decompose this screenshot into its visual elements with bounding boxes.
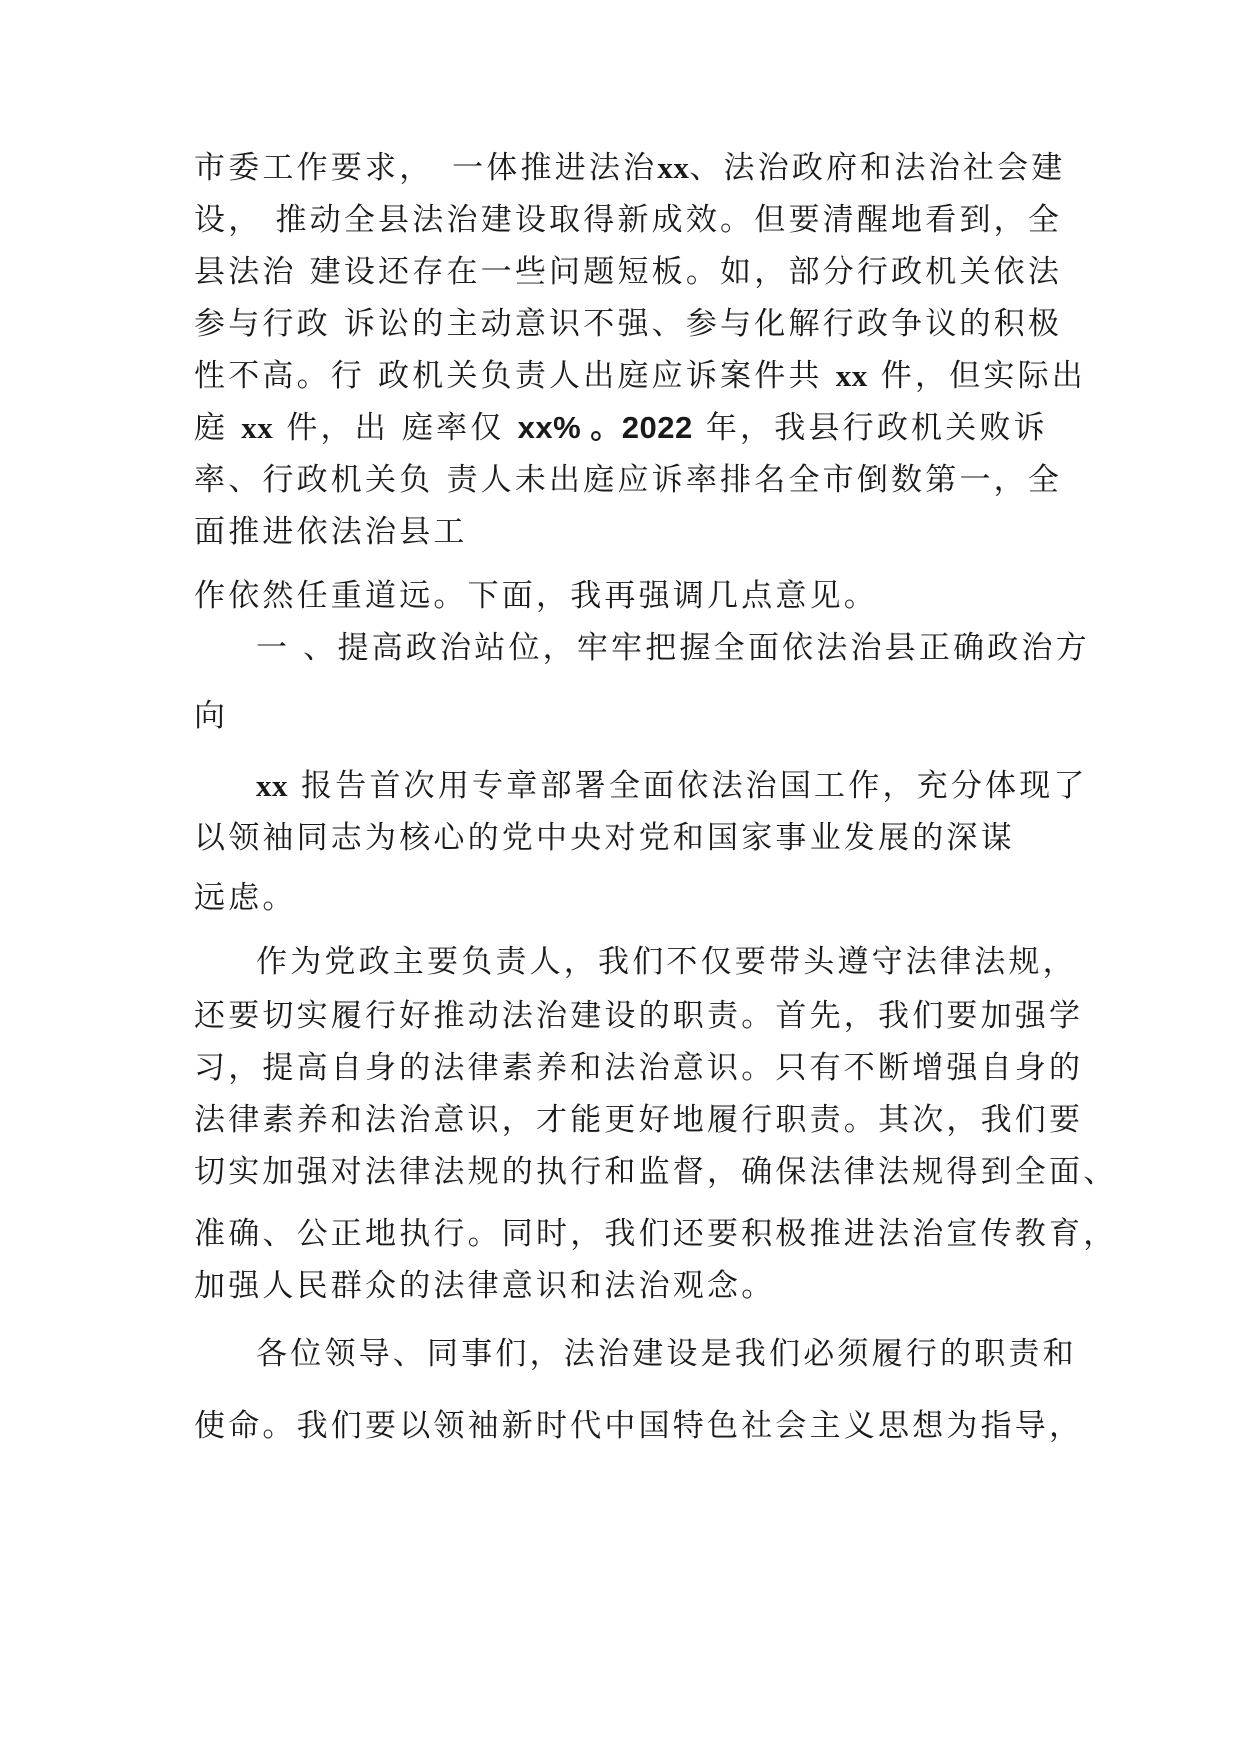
text-segment: 一 、提高政治站位，牢牢把握全面依法治县正确政治方 xyxy=(256,630,1090,666)
text-line-19 xyxy=(194,1150,1118,1194)
text-segment: 切实加强对法律法规的执行和监督，确保法律法规得到全面、 xyxy=(194,1154,1118,1190)
text-line-23 xyxy=(194,1404,1084,1448)
text-segment: 面推进依法治县工 xyxy=(194,514,468,550)
text-segment: 习，提高自身的法律素养和法治意识。只有不断增强自身的 xyxy=(194,1050,1084,1086)
text-line-4 xyxy=(194,302,1074,346)
text-segment: 作为党政主要负责人，我们不仅要带头遵守法律法规， xyxy=(256,944,1077,980)
text-line-2 xyxy=(194,198,1074,242)
text-line-15 xyxy=(256,940,1136,984)
text-segment: 率、行政机关负 责人未出庭应诉率排名全市倒数第一，全 xyxy=(194,462,1063,498)
text-segment: 使命。我们要以领袖新时代中国特色社会主义思想为指导， xyxy=(194,1408,1084,1444)
text-segment: 法律素养和法治意识，才能更好地履行职责。其次，我们要 xyxy=(194,1102,1084,1138)
text-segment: 加强人民群众的法律意识和法治观念。 xyxy=(194,1268,776,1304)
text-segment: 庭 xyxy=(194,410,242,446)
text-segment: 各位领导、同事们，法治建设是我们必须履行的职责和 xyxy=(256,1336,1077,1372)
text-segment: 件，出 庭率仅 xyxy=(273,410,518,446)
text-line-20 xyxy=(194,1212,1118,1256)
text-segment: 市委工作要求， 一体推进法治 xyxy=(194,150,658,186)
section-heading-1 xyxy=(256,626,1136,670)
text-segment: 件，但实际出 xyxy=(867,358,1086,394)
text-segment: 参与行政 诉讼的主动意识不强、参与化解行政争议的积极 xyxy=(194,306,1063,342)
placeholder-xx: xx xyxy=(657,150,690,185)
text-segment: 以领袖同志为核心的党中央对党和国家事业发展的深谋 xyxy=(194,820,1015,856)
text-line-7 xyxy=(194,458,1074,502)
text-line-18 xyxy=(194,1098,1084,1142)
text-line-5 xyxy=(194,354,1086,398)
text-line-1 xyxy=(194,146,1074,190)
text-line-13 xyxy=(194,816,1074,860)
text-segment: 还要切实履行好推动法治建设的职责。首先，我们要加强学 xyxy=(194,998,1084,1034)
text-line-17 xyxy=(194,1046,1084,1090)
text-segment: 准确、公正地执行。同时，我们还要积极推进法治宣传教育， xyxy=(194,1216,1118,1252)
text-line-12 xyxy=(256,764,1136,808)
section-heading-1-cont xyxy=(194,694,1074,738)
text-segment: 、法治政府和法治社会建 xyxy=(689,150,1066,186)
text-line-14 xyxy=(194,876,1074,920)
text-segment: 年，我县行政机关败诉 xyxy=(692,410,1048,446)
text-segment: 县法治 建设还存在一些问题短板。如，部分行政机关依法 xyxy=(194,254,1063,290)
text-line-8 xyxy=(194,510,1074,554)
placeholder-xx: xx xyxy=(835,358,868,393)
text-line-6 xyxy=(194,406,1074,450)
text-segment: 性不高。行 政机关负责人出庭应诉案件共 xyxy=(194,358,836,394)
text-segment: 向 xyxy=(194,698,229,734)
text-line-9 xyxy=(194,574,1074,618)
text-segment: 设， 推动全县法治建设取得新成效。但要清醒地看到，全 xyxy=(194,202,1063,238)
text-line-22 xyxy=(256,1332,1136,1376)
text-segment: 报告首次用专章部署全面依法治国工作，充分体现了 xyxy=(288,768,1088,804)
text-segment: 作依然任重道远。下面，我再强调几点意见。 xyxy=(194,578,878,614)
text-line-3 xyxy=(194,250,1074,294)
placeholder-xx: xx xyxy=(256,768,288,803)
placeholder-xx: xx xyxy=(241,410,274,445)
text-line-16 xyxy=(194,994,1084,1038)
text-segment: 远虑。 xyxy=(194,880,297,916)
text-line-21 xyxy=(194,1264,1074,1308)
percent-year-value: xx% 。2022 xyxy=(517,410,693,445)
